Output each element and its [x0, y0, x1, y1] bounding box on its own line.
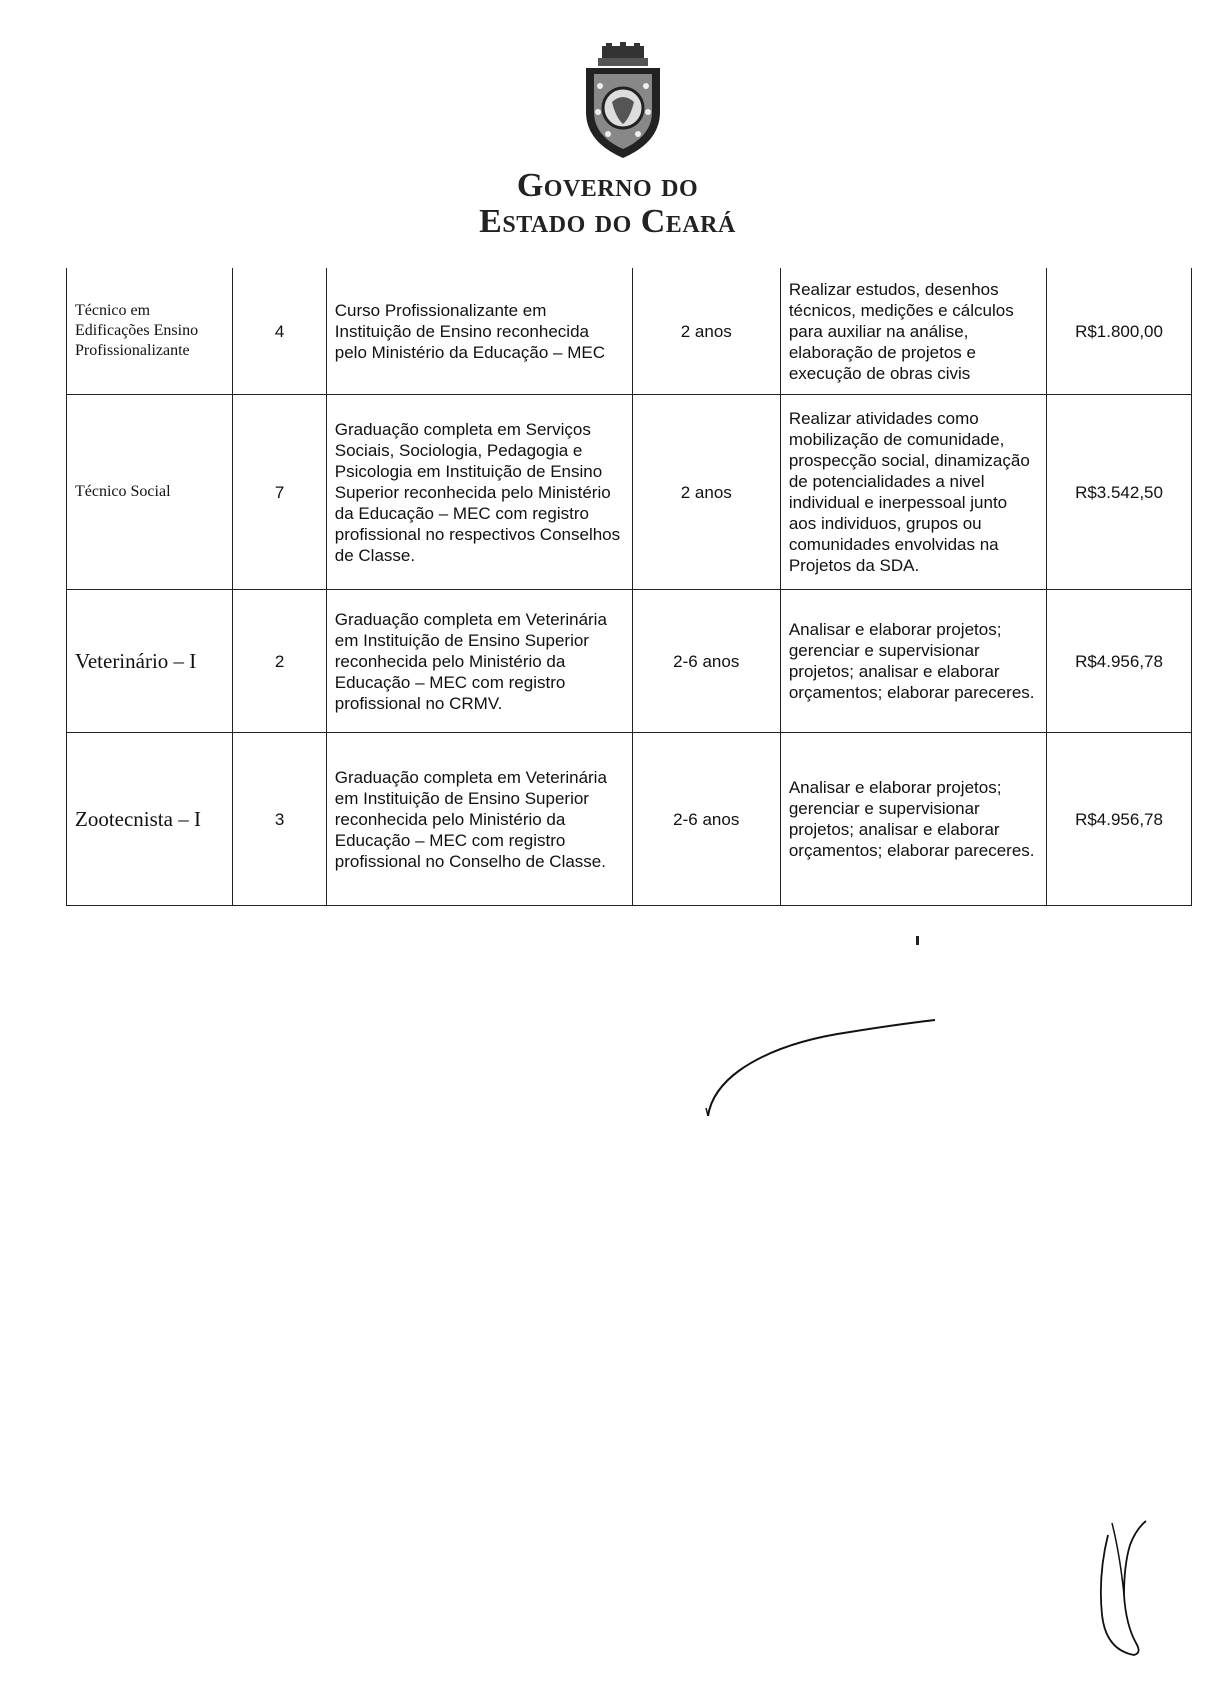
vacancies-cell: 3 [233, 733, 326, 906]
title-line-1: Governo do [516, 167, 699, 204]
positions-table [66, 268, 1192, 906]
table-row [67, 395, 1192, 590]
requirements-cell: Graduação completa em Serviços Sociais, Sociologia, Pedagogia e Psicologia em Instituição de Ensino Superior reconhecida pelo Ministério da Educação – MEC com registro profissional no respectivos Conselhos de Classe. [326, 395, 632, 590]
salary-cell: R$4.956,78 [1047, 733, 1192, 906]
salary-cell: R$1.800,00 [1047, 268, 1192, 395]
activities-cell: Analisar e elaborar projetos; gerenciar e supervisionar projetos; analisar e elaborar orçamentos; elaborar pareceres. [780, 733, 1046, 906]
activities-cell: Realizar estudos, desenhos técnicos, medições e cálculos para auxiliar na análise, elaboração de projetos e execução de obras civis [780, 268, 1046, 395]
experience-cell: 2 anos [632, 268, 780, 395]
activities-cell: Analisar e elaborar projetos; gerenciar e supervisionar projetos; analisar e elaborar orçamentos; elaborar pareceres. [780, 590, 1046, 733]
state-coat-of-arms-icon [578, 42, 668, 160]
requirements-cell: Graduação completa em Veterinária em Instituição de Ensino Superior reconhecida pelo Ministério da Educação – MEC com registro profissional no Conselho de Classe. [326, 733, 632, 906]
handwritten-signature-icon [700, 1010, 940, 1120]
role-cell: Técnico em Edificações Ensino Profissionalizante [67, 268, 233, 395]
government-title [0, 168, 1215, 240]
salary-cell: R$3.542,50 [1047, 395, 1192, 590]
experience-cell: 2-6 anos [632, 590, 780, 733]
requirements-cell: Curso Profissionalizante em Instituição de Ensino reconhecida pelo Ministério da Educação – MEC [326, 268, 632, 395]
role-cell: Veterinário – I [67, 590, 233, 733]
experience-cell: 2 anos [632, 395, 780, 590]
role-cell: Zootecnista – I [67, 733, 233, 906]
table-row [67, 268, 1192, 395]
table-row [67, 590, 1192, 733]
table-row [67, 733, 1192, 906]
handwritten-initials-icon [1090, 1515, 1150, 1665]
requirements-cell: Graduação completa em Veterinária em Instituição de Ensino Superior reconhecida pelo Ministério da Educação – MEC com registro profissional no CRMV. [326, 590, 632, 733]
vacancies-cell: 7 [233, 395, 326, 590]
stray-mark [916, 936, 919, 945]
vacancies-cell: 4 [233, 268, 326, 395]
activities-cell: Realizar atividades como mobilização de comunidade, prospecção social, dinamização de potencialidades a nivel individual e inerpessoal junto aos individuos, grupos ou comunidades envolvidas na Projetos da SDA. [780, 395, 1046, 590]
salary-cell: R$4.956,78 [1047, 590, 1192, 733]
title-line-2: Estado do Ceará [479, 203, 736, 240]
vacancies-cell: 2 [233, 590, 326, 733]
experience-cell: 2-6 anos [632, 733, 780, 906]
role-cell: Técnico Social [67, 395, 233, 590]
